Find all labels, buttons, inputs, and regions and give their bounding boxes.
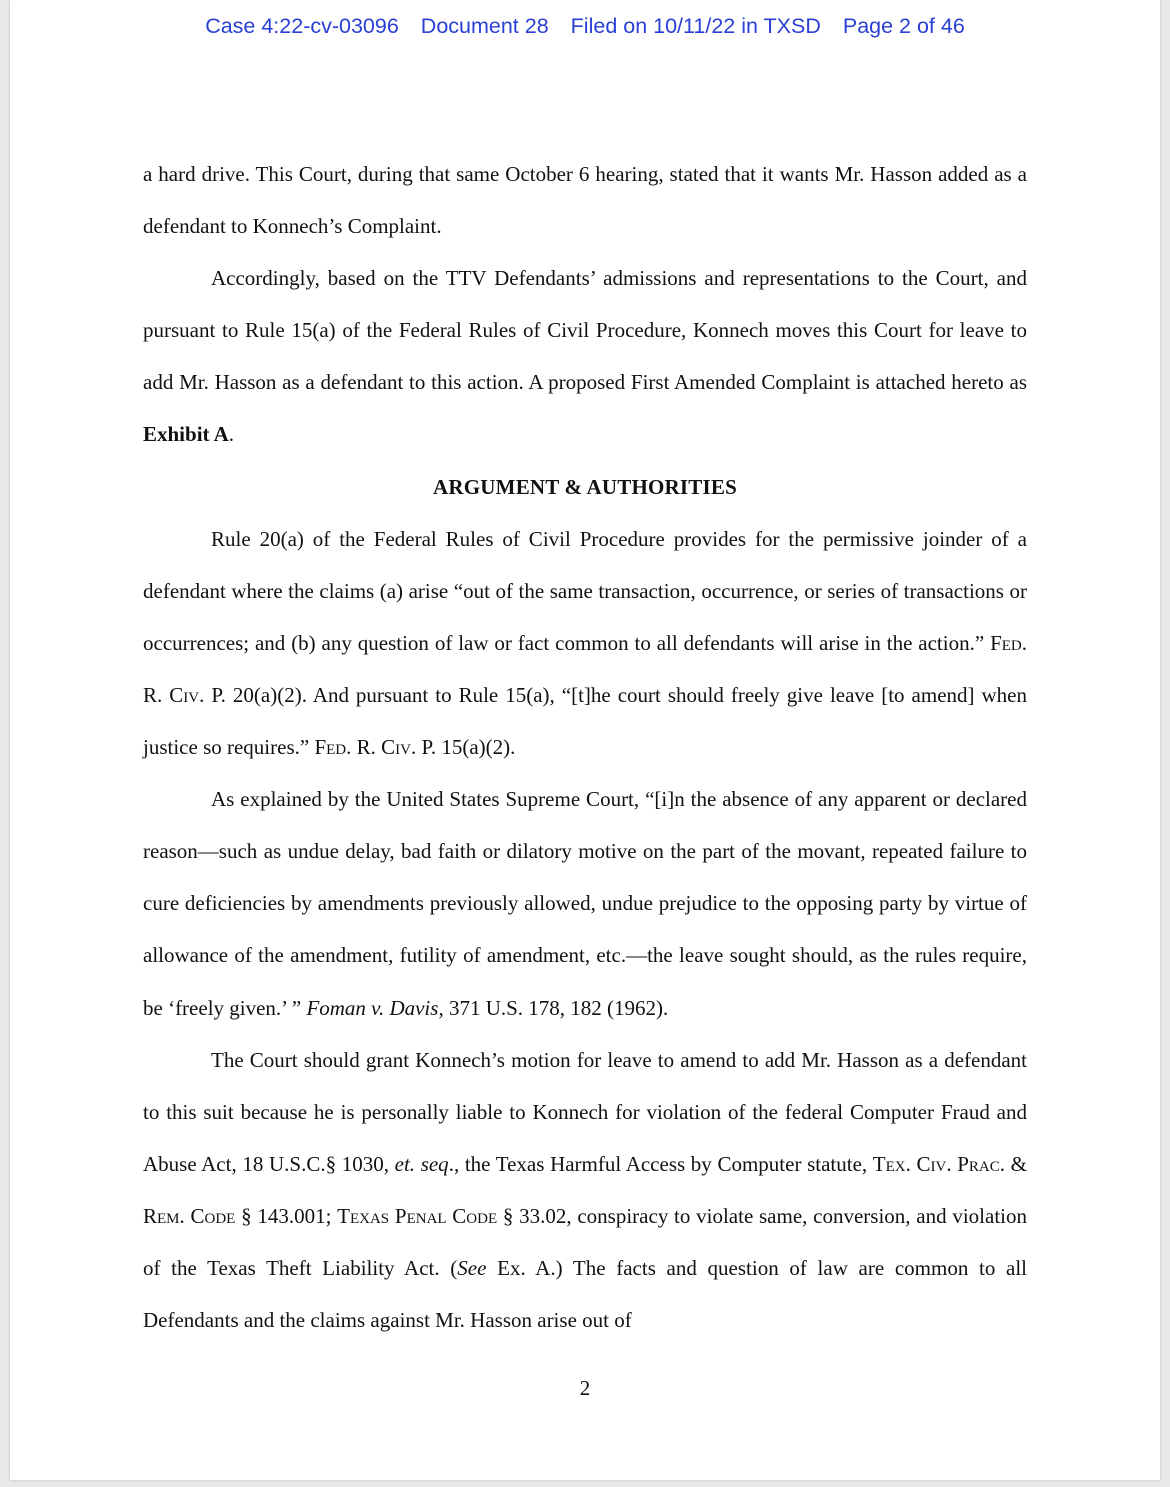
citation-tex-penal: Texas Penal Code <box>337 1203 498 1228</box>
document-number: Document 28 <box>420 14 549 38</box>
paragraph-4-text-b: , 371 U.S. 178, 182 (1962). <box>438 995 669 1020</box>
filed-date: Filed on 10/11/22 in TXSD <box>570 14 821 38</box>
exhibit-reference: Exhibit A <box>143 422 229 447</box>
case-citation: Foman v. Davis <box>306 995 439 1020</box>
paragraph-1: a hard drive. This Court, during that same October 6 hearing, stated that it wants Mr. Hasson added as a defendant to Konnech’s Complaint. <box>143 162 1027 239</box>
citation-tex-civ-prac: Tex. Civ. Prac. & Rem. Code <box>143 1151 1027 1228</box>
paragraph-5-text-b: ., the Texas Harmful Access by Computer statute, <box>448 1151 873 1176</box>
document-page <box>10 0 1160 1480</box>
page-of-pages: Page 2 of 46 <box>842 14 965 38</box>
paragraph-5-text-c: § 143.001; <box>235 1203 338 1228</box>
paragraph-5-text-e: Ex. A.) The facts and question of law are common to all Defendants and the claims against Mr. Hasson arise out of <box>143 1255 1027 1333</box>
paragraph-2-text: Accordingly, based on the TTV Defendants’ admissions and representations to the Court, and pursuant to Rule 15(a) of the Federal Rules of Civil Procedure, Konnech moves this Court for leave to add Mr. Hasson as a defendant to this action. A proposed First Amended Complaint is attached hereto as <box>143 266 1027 395</box>
paragraph-5-text-a: The Court should grant Konnech’s motion for leave to amend to add Mr. Hasson as a defendant to this suit because he is personally liable to Konnech for violation of the federal Computer Fraud and Abuse Act, 18 U.S.C.§ 1030, <box>143 1047 1027 1176</box>
case-number: Case 4:22-cv-03096 <box>205 14 399 38</box>
paragraph-3-text-c: 15(a)(2). <box>436 735 516 760</box>
see-signal: See <box>457 1255 487 1280</box>
paragraph-3-text-b: 20(a)(2). And pursuant to Rule 15(a), “[t]he court should freely give leave [to amend] when justice so requires.” <box>143 682 1027 760</box>
paragraph-5 <box>143 1034 1027 1347</box>
document-body <box>143 148 1027 1346</box>
ecf-header <box>10 14 1160 39</box>
paragraph-4-text-a: As explained by the United States Supreme Court, “[i]n the absence of any apparent or declared reason—such as undue delay, bad faith or dilatory motive on the part of the movant, repeated failure to cure deficiencies by amendments previously allowed, undue prejudice to the opposing party by virtue of allowance of the amendment, futility of amendment, etc.—the leave sought should, as the rules require, be ‘freely given.’ ” <box>143 787 1027 1020</box>
paragraph-2 <box>143 252 1027 460</box>
paragraph-4 <box>143 773 1027 1033</box>
paragraph-2-end: . <box>228 422 235 447</box>
section-heading: ARGUMENT & AUTHORITIES <box>433 474 737 499</box>
paragraph-3 <box>143 513 1027 773</box>
paragraph-3-text-a: Rule 20(a) of the Federal Rules of Civil Procedure provides for the permissive joinder of a defendant where the claims (a) arise “out of the same transaction, occurrence, or series of transactions or occurrences; and (b) any question of law or fact common to all defendants will arise in the action.” <box>143 526 1027 655</box>
citation-frcp-2: Fed. R. Civ. P. <box>314 735 437 760</box>
paragraph-5-text-d: § 33.02, conspiracy to violate same, conversion, and violation of the Texas Theft Liability Act. ( <box>143 1203 1027 1280</box>
citation-frcp-1: Fed. R. Civ. P. <box>143 630 1027 707</box>
page-number: 2 <box>579 1376 591 1400</box>
et-seq: et. seq <box>394 1151 449 1176</box>
